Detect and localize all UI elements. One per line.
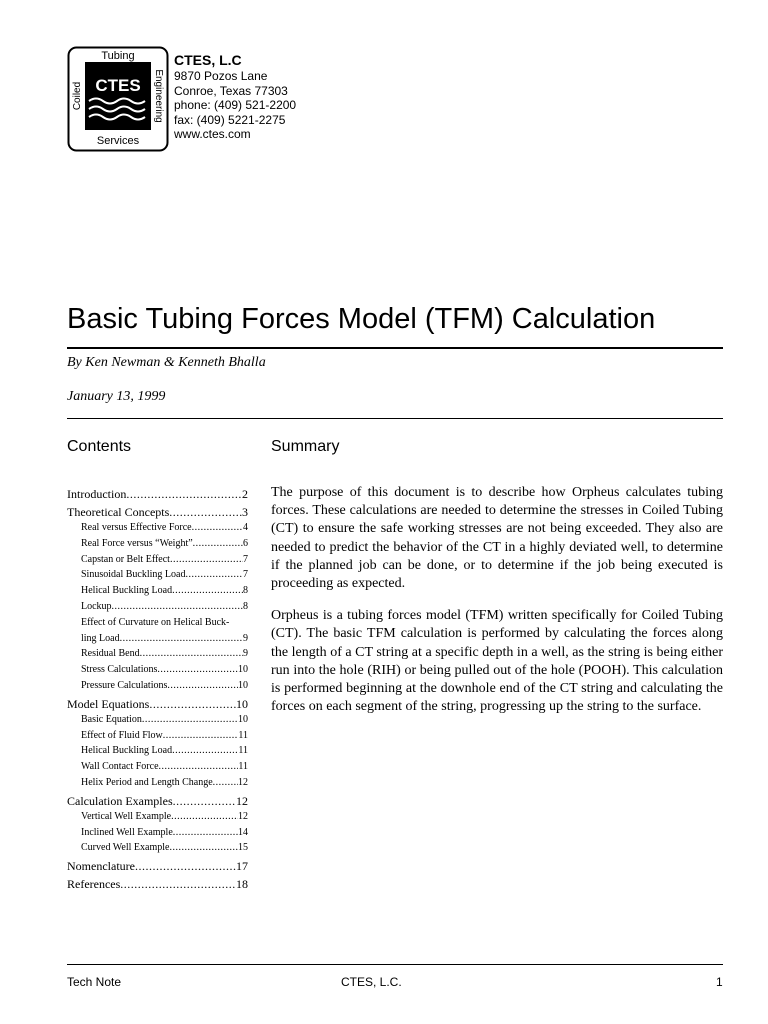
toc-subitem: Real Force versus “Weight” ..... 6 bbox=[67, 536, 248, 552]
authors: By Ken Newman & Kenneth Bhalla bbox=[67, 355, 266, 370]
toc-subitem: Sinusoidal Buckling Load ..... 7 bbox=[67, 567, 248, 583]
toc-subitem: Inclined Well Example ..... 14 bbox=[67, 825, 248, 841]
footer-rule bbox=[67, 964, 723, 965]
company-website: www.ctes.com bbox=[174, 127, 251, 142]
company-phone: phone: (409) 521-2200 bbox=[174, 98, 297, 113]
company-block bbox=[174, 52, 296, 142]
toc-subitem: Residual Bend ..... 9 bbox=[67, 646, 248, 662]
svg-text:CTES: CTES bbox=[95, 76, 141, 95]
toc-item: Theoretical Concepts ..... 3 bbox=[67, 504, 248, 520]
toc-subitem: ling Load ..... 9 bbox=[67, 631, 248, 647]
company-name: CTES, L.C bbox=[174, 52, 242, 68]
page-number: 1 bbox=[716, 975, 723, 989]
document-date: January 13, 1999 bbox=[67, 389, 166, 404]
toc-item: References ..... 18 bbox=[67, 876, 248, 892]
toc-subitem: Effect of Curvature on Helical Buck- bbox=[81, 616, 230, 628]
svg-text:Tubing: Tubing bbox=[101, 50, 135, 62]
document-title: Basic Tubing Forces Model (TFM) Calculation bbox=[67, 303, 656, 335]
toc-subitem: Curved Well Example ..... 15 bbox=[67, 840, 248, 856]
toc-subitem: Basic Equation ..... 10 bbox=[67, 712, 248, 728]
title-rule bbox=[67, 347, 723, 349]
company-address-line-1: 9870 Pozos Lane bbox=[174, 69, 268, 83]
contents-heading: Contents bbox=[67, 438, 132, 455]
ctes-logo bbox=[67, 46, 169, 152]
toc-subitem: Vertical Well Example ..... 12 bbox=[67, 809, 248, 825]
toc-subitem: Helical Buckling Load ..... 8 bbox=[67, 583, 248, 599]
toc-item: Introduction ..... 2 bbox=[67, 486, 248, 502]
table-of-contents bbox=[67, 484, 248, 892]
company-address-line-2: Conroe, Texas 77303 bbox=[174, 83, 288, 98]
summary-paragraph: The purpose of this document is to describe how Orpheus calculates tubing forces. These calculations are needed to determine the stresses in Coiled Tubing (CT) to ensure the safe working stresses are not being exceeded. They also are needed to predict the behavior of the CT in a highly deviated well, to determine if the planned job can be done, or to determine if the job being executed is proceeding as expected. bbox=[271, 485, 723, 592]
header-divider bbox=[67, 418, 723, 419]
toc-subitem: Wall Contact Force ..... 11 bbox=[67, 759, 248, 775]
summary-body bbox=[271, 484, 723, 730]
toc-item: Model Equations ..... 10 bbox=[67, 696, 248, 712]
toc-subitem: Helix Period and Length Change ..... 12 bbox=[67, 775, 248, 791]
footer-company: CTES, L.C. bbox=[341, 975, 402, 989]
toc-subitem: Effect of Fluid Flow ..... 11 bbox=[67, 728, 248, 744]
toc-subitem: Stress Calculations ..... 10 bbox=[67, 662, 248, 678]
toc-subitem: Lockup ..... 8 bbox=[67, 599, 248, 615]
toc-subitem: Real versus Effective Force ..... 4 bbox=[67, 520, 248, 536]
svg-text:Services: Services bbox=[96, 135, 140, 147]
footer-doc-type: Tech Note bbox=[67, 975, 122, 989]
summary-heading: Summary bbox=[271, 438, 340, 455]
toc-subitem: Helical Buckling Load ..... 11 bbox=[67, 743, 248, 759]
toc-item: Calculation Examples ..... 12 bbox=[67, 793, 248, 809]
toc-item: Nomenclature ..... 17 bbox=[67, 858, 248, 874]
toc-subitem: Capstan or Belt Effect ..... 7 bbox=[67, 552, 248, 568]
summary-paragraph: Orpheus is a tubing forces model (TFM) written specifically for Coiled Tubing (CT). The basic TFM calculation is performed by calculating the forces along the length of a CT string at a specific depth in a well, as the string is being either run into the hole (RIH) or being pulled out of the hole (POOH). This calculation is performed beginning at the downhole end of the CT string and calculating the forces on each segment of the string, progressing up the string to the surface. bbox=[271, 608, 723, 715]
svg-text:Coiled: Coiled bbox=[72, 81, 83, 111]
svg-text:Engineering: Engineering bbox=[153, 69, 164, 123]
toc-subitem: Pressure Calculations ..... 10 bbox=[67, 678, 248, 694]
company-fax: fax: (409) 5221-2275 bbox=[174, 112, 286, 127]
